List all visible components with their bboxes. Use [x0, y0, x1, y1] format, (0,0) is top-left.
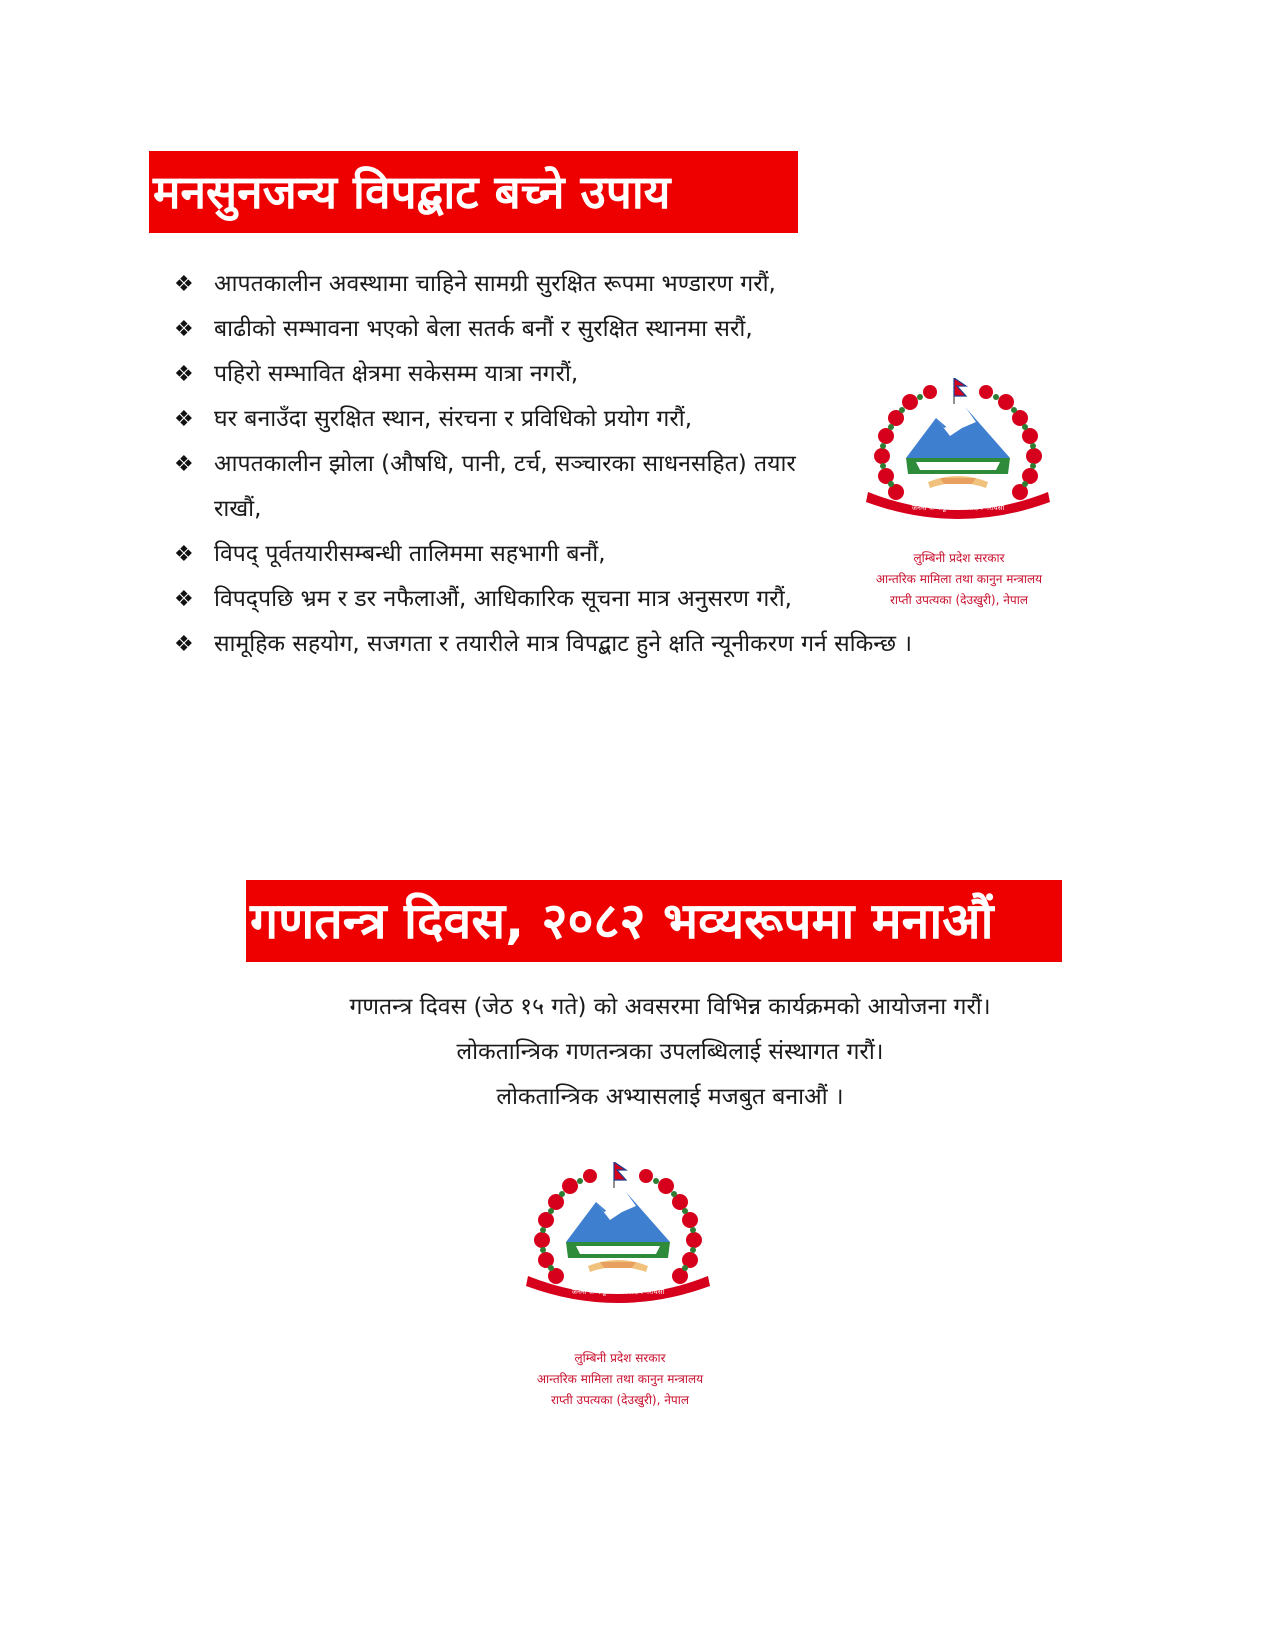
note-line: गणतन्त्र दिवस (जेठ १५ गते) को अवसरमा विभिन्न कार्यक्रमको आयोजना गरौं। [349, 994, 991, 1020]
diamond-bullet-icon: ❖ [174, 362, 194, 387]
motto-text: जननी जन्मभूमिश्च स्वर्गादपि गरीयसी [571, 1288, 665, 1296]
disaster-safety-banner [149, 151, 798, 233]
list-item [174, 262, 1104, 307]
caption-line: राप्ती उपत्यका (देउखुरी), नेपाल [551, 1393, 689, 1407]
diamond-bullet-icon: ❖ [174, 407, 194, 432]
tip-text: विपद् पूर्वतयारीसम्बन्धी तालिममा सहभागी बनौं, [214, 541, 606, 567]
tip-text: घर बनाउँदा सुरक्षित स्थान, संरचना र प्रविधिको प्रयोग गरौं, [214, 406, 693, 432]
emblem-icon [518, 1162, 718, 1317]
republic-day-banner [246, 880, 1062, 962]
tip-text: सामूहिक सहयोग, सजगता र तयारीले मात्र विपद्बाट हुने क्षति न्यूनीकरण गर्न सकिन्छ । [214, 631, 913, 657]
diamond-bullet-icon: ❖ [174, 452, 194, 477]
caption-line: लुम्बिनी प्रदेश सरकार [913, 551, 1005, 565]
diamond-bullet-icon: ❖ [174, 317, 194, 342]
emblem-icon [858, 378, 1058, 533]
tip-text: बाढीको सम्भावना भएको बेला सतर्क बनौं र सुरक्षित स्थानमा सरौं, [214, 316, 753, 342]
list-item [174, 622, 1104, 667]
note-line: लोकतान्त्रिक अभ्यासलाई मजबुत बनाऔं । [496, 1084, 844, 1110]
nepal-emblem-logo [518, 1162, 718, 1317]
emblem-caption [829, 548, 1089, 611]
republic-day-notes [200, 985, 1140, 1120]
note-line: लोकतान्त्रिक गणतन्त्रका उपलब्धिलाई संस्थागत गरौं। [456, 1039, 884, 1065]
diamond-bullet-icon: ❖ [174, 632, 194, 657]
republic-day-title: गणतन्त्र दिवस, २०८२ भव्यरूपमा मनाऔं [250, 892, 994, 950]
disaster-safety-title: मनसुनजन्य विपद्बाट बच्ने उपाय [153, 165, 671, 219]
motto-text: जननी जन्मभूमिश्च स्वर्गादपि गरीयसी [911, 504, 1005, 512]
nepal-emblem-logo [858, 378, 1058, 533]
list-item [174, 307, 1104, 352]
diamond-bullet-icon: ❖ [174, 587, 194, 612]
list-item [174, 577, 814, 622]
tip-text: विपद्पछि भ्रम र डर नफैलाऔं, आधिकारिक सूचना मात्र अनुसरण गरौं, [214, 586, 792, 612]
tip-text: पहिरो सम्भावित क्षेत्रमा सकेसम्म यात्रा नगरौं, [214, 361, 579, 387]
tip-text: आपतकालीन झोला (औषधि, पानी, टर्च, सञ्चारका साधनसहित) तयार राखौं, [214, 451, 796, 522]
caption-line: राप्ती उपत्यका (देउखुरी), नेपाल [890, 593, 1028, 607]
caption-line: आन्तरिक मामिला तथा कानुन मन्त्रालय [875, 572, 1043, 586]
emblem-caption [490, 1348, 750, 1411]
caption-line: लुम्बिनी प्रदेश सरकार [574, 1351, 666, 1365]
diamond-bullet-icon: ❖ [174, 272, 194, 297]
tip-text: आपतकालीन अवस्थामा चाहिने सामग्री सुरक्षित रूपमा भण्डारण गरौं, [214, 271, 776, 297]
list-item [174, 442, 814, 532]
diamond-bullet-icon: ❖ [174, 542, 194, 567]
caption-line: आन्तरिक मामिला तथा कानुन मन्त्रालय [536, 1372, 704, 1386]
